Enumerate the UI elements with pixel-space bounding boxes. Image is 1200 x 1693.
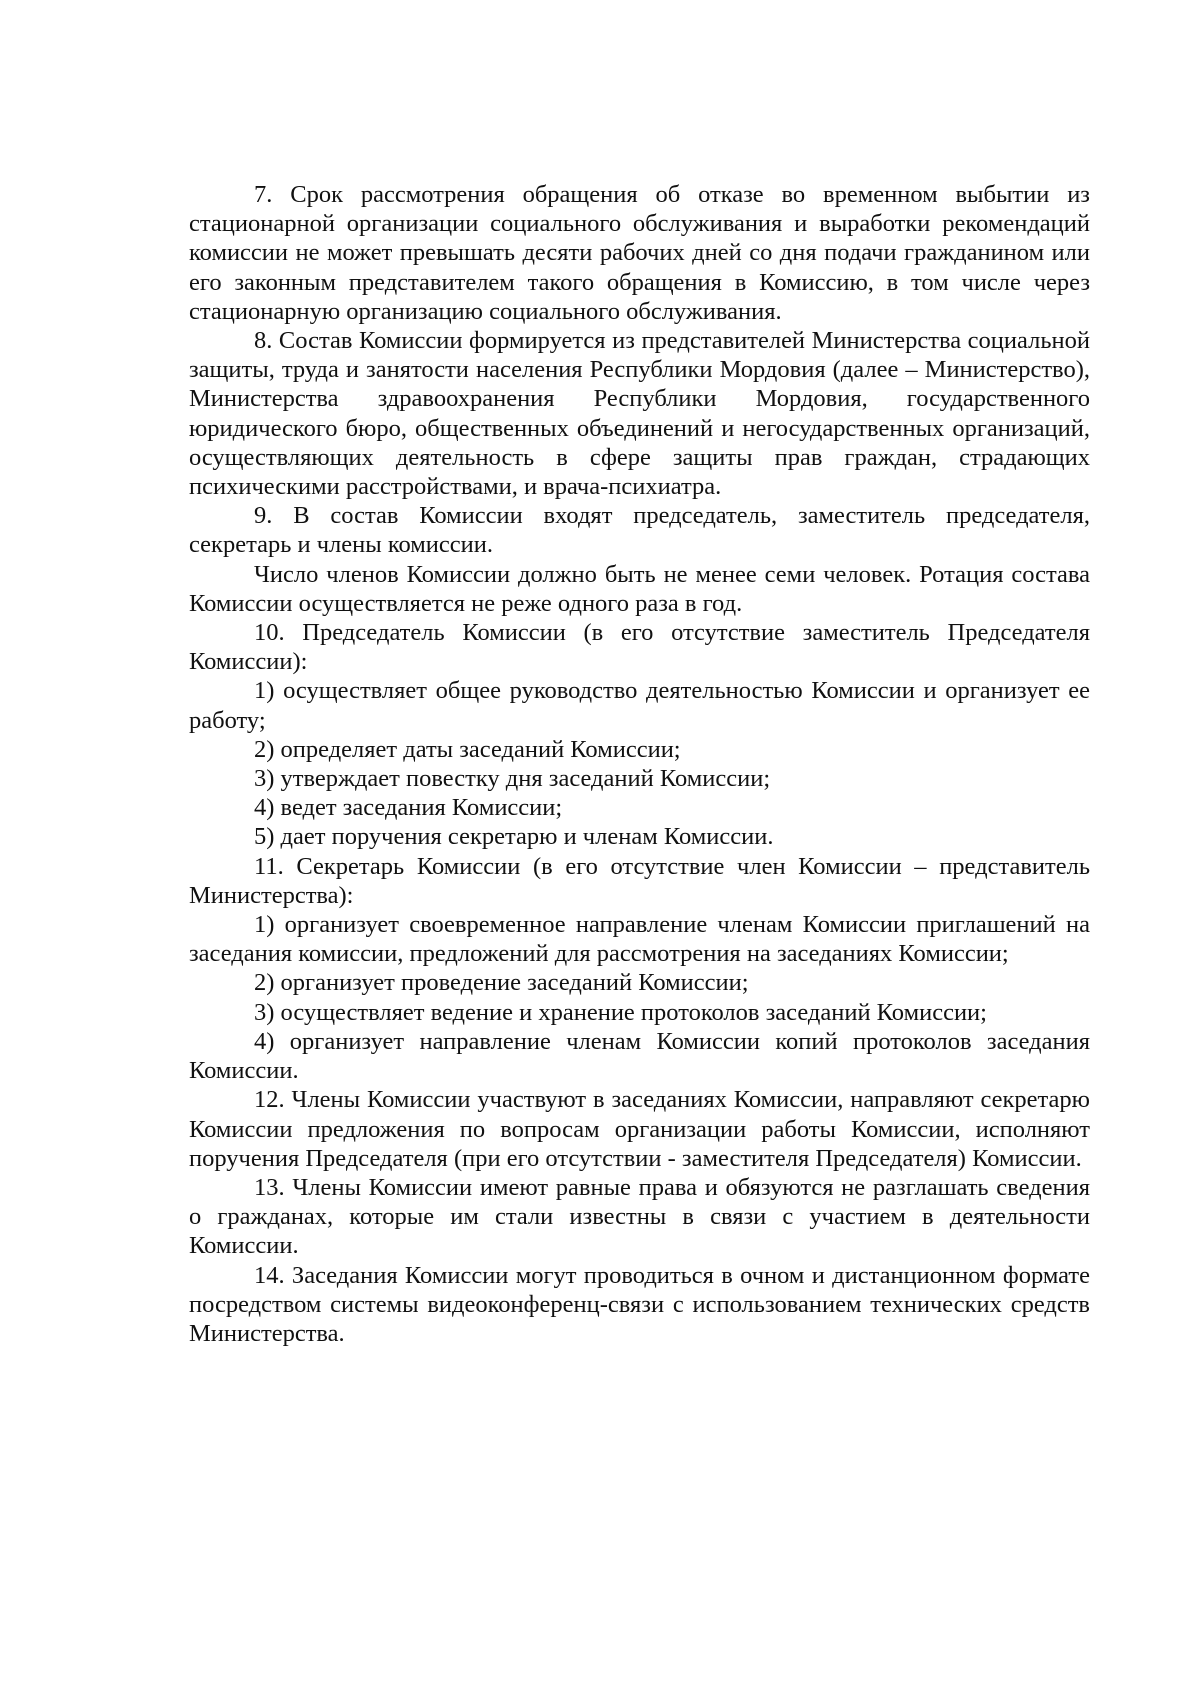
paragraph-11-item-1: 1) организует своевременное направление членам Комиссии приглашений на заседания комиссии, предложений для рассмотрения на заседаниях Комиссии; xyxy=(189,911,1090,968)
paragraph-10-item-2: 2) определяет даты заседаний Комиссии; xyxy=(254,735,681,763)
paragraph-10-item-4: 4) ведет заседания Комиссии; xyxy=(254,794,563,822)
paragraph-11-item-2: 2) организует проведение заседаний Комиссии; xyxy=(254,969,749,997)
paragraph-11: 11. Секретарь Комиссии (в его отсутствие член Комиссии – представитель Министерства): xyxy=(189,852,1090,909)
paragraph-10-item-5: 5) дает поручения секретарю и членам Комиссии. xyxy=(254,823,774,851)
paragraph-7: 7. Срок рассмотрения обращения об отказе во временном выбытии из стационарной организации социального обслуживания и выработки рекомендаций комиссии не может превышать десяти рабочих дней со дня подачи гражданином или его законным представителем такого обращения в Комиссию, в том числе через стационарную организацию социального обслуживания. xyxy=(189,181,1090,325)
paragraph-10-item-3: 3) утверждает повестку дня заседаний Комиссии; xyxy=(254,765,771,793)
paragraph-12: 12. Члены Комиссии участвуют в заседаниях Комиссии, направляют секретарю Комиссии предложения по вопросам организации работы Комиссии, исполняют поручения Председателя (при его отсутствии - заместителя Председателя) Комиссии. xyxy=(189,1086,1090,1172)
paragraph-14: 14. Заседания Комиссии могут проводиться в очном и дистанционном формате посредством системы видеоконференц-связи с использованием технических средств Министерства. xyxy=(189,1261,1090,1347)
paragraph-10: 10. Председатель Комиссии (в его отсутствие заместитель Председателя Комиссии): xyxy=(189,619,1090,676)
paragraph-8: 8. Состав Комиссии формируется из представителей Министерства социальной защиты, труда и занятости населения Республики Мордовия (далее – Министерство), Министерства здравоохранения Республики Мордовия, государственного юридического бюро, общественных объединений и негосударственных организаций, осуществляющих деятельность в сфере защиты прав граждан, страдающих психическими расстройствами, и врача-психиатра. xyxy=(189,327,1090,501)
paragraph-11-item-3: 3) осуществляет ведение и хранение протоколов заседаний Комиссии; xyxy=(254,998,987,1026)
paragraph-13: 13. Члены Комиссии имеют равные права и обязуются не разглашать сведения о гражданах, которые им стали известны в связи с участием в деятельности Комиссии. xyxy=(189,1173,1090,1260)
paragraph-9: 9. В состав Комиссии входят председатель, заместитель председателя, секретарь и члены комиссии. xyxy=(189,502,1090,559)
paragraph-9-rotation: Число членов Комиссии должно быть не менее семи человек. Ротация состава Комиссии осуществляется не реже одного раза в год. xyxy=(189,560,1090,617)
document-body xyxy=(189,180,1090,1348)
paragraph-11-item-4: 4) организует направление членам Комиссии копий протоколов заседания Комиссии. xyxy=(189,1027,1090,1085)
paragraph-10-item-1: 1) осуществляет общее руководство деятельностью Комиссии и организует ее работу; xyxy=(189,677,1090,734)
